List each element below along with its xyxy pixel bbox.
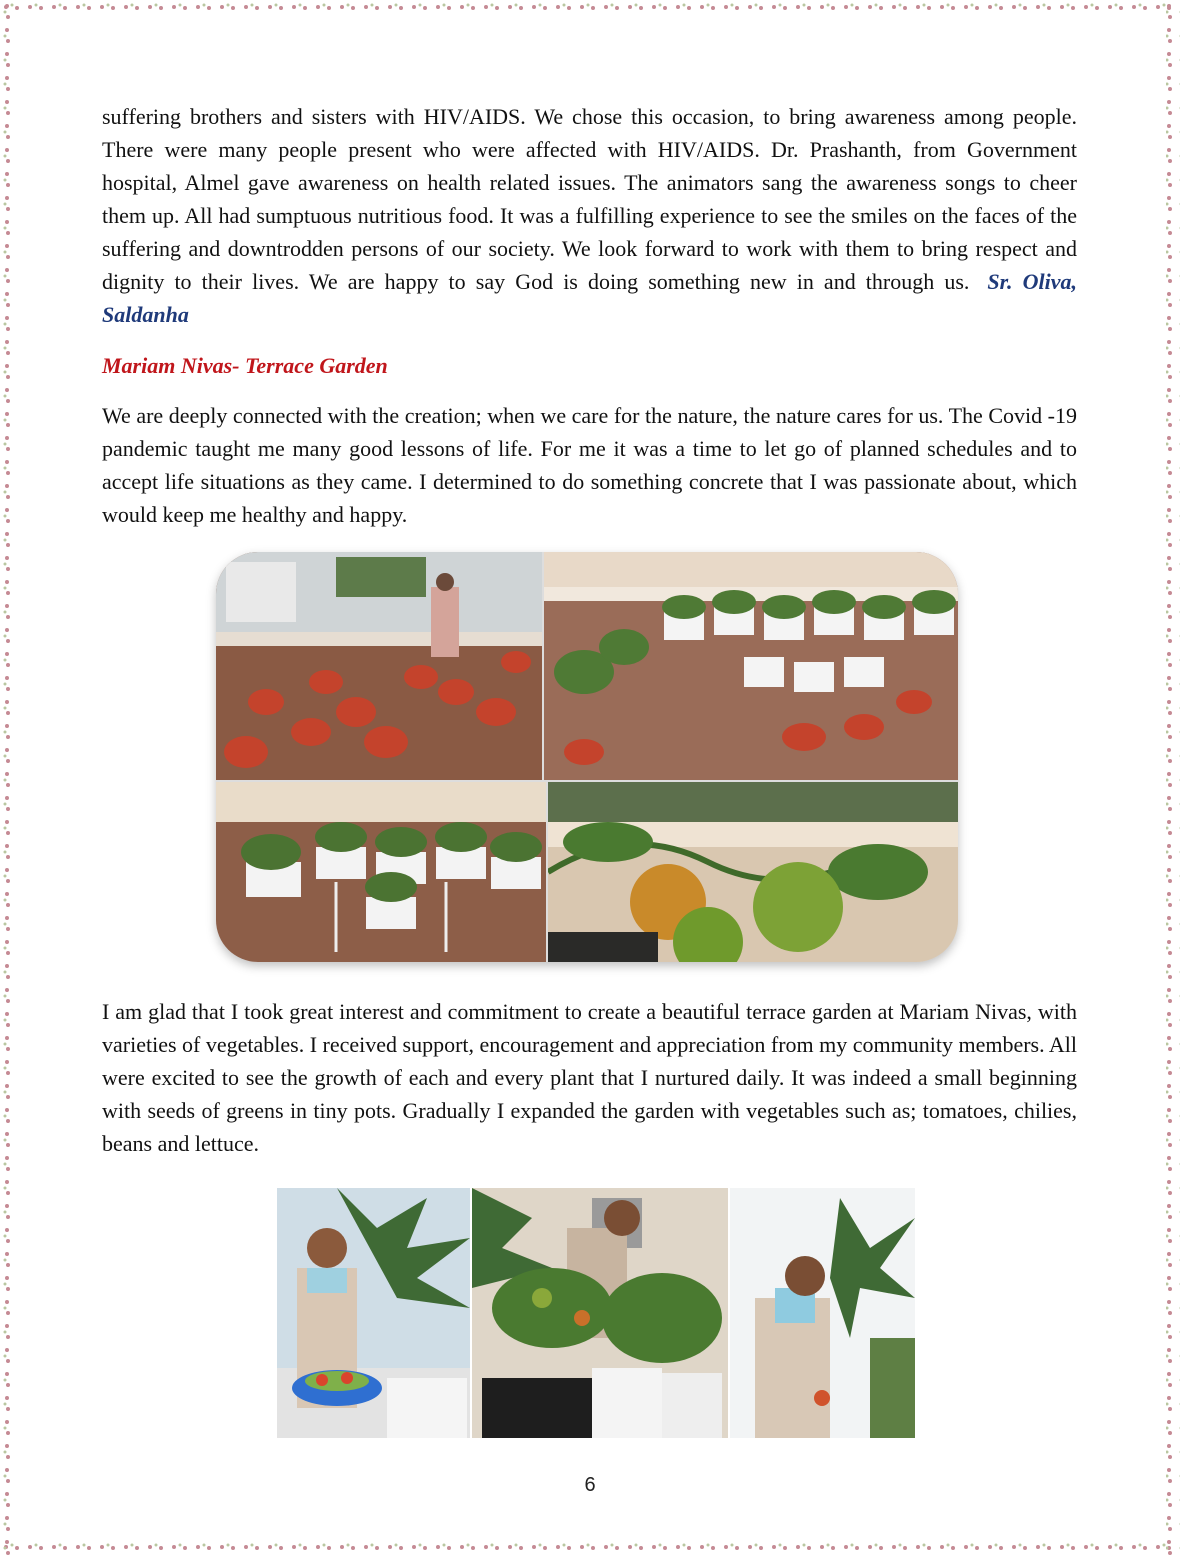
photo-rows-of-bags: [216, 782, 546, 962]
paragraph-creation: We are deeply connected with the creation; when we care for the nature, the nature cares for us. The Covid -19 pandemic taught me many good lessons of life. For me it was a time to let go of planned schedules and to accept life situations as they came. I determined to do something concrete that I was passionate about, which would keep me healthy and happy.: [102, 403, 1077, 527]
photo-woman-tending-plants: [472, 1188, 728, 1438]
paragraph-hiv-awareness: [102, 100, 1077, 331]
page-number: 6: [584, 1474, 596, 1496]
paragraph-terrace-garden: I am glad that I took great interest and commitment to create a beautiful terrace garden at Mariam Nivas, with varieties of vegetables. I received support, encouragement and appreciation from my community members. All were excited to see the growth of each and every plant that I nurtured daily. It was indeed a small beginning with seeds of greens in tiny pots. Gradually I expanded the garden with vegetables such as; tomatoes, chilies, beans and lettuce.: [102, 999, 1078, 1156]
article-body: [102, 100, 1077, 531]
photo-pots-terrace: [216, 552, 542, 780]
photo-tomatoes-closeup: [548, 782, 958, 962]
photo-woman-picking-tomato: [730, 1188, 915, 1438]
photo-woman-with-vegetable-basket: [277, 1188, 470, 1438]
section-title: Mariam Nivas- Terrace Garden: [102, 353, 388, 378]
article-continued: [102, 995, 1077, 1160]
terrace-garden-collage: [216, 552, 958, 962]
author-signature: Sr. Oliva, Saldanha: [102, 269, 1077, 327]
paragraph-1-text: suffering brothers and sisters with HIV/AIDS. We chose this occasion, to bring awareness among people. There were many people present who were affected with HIV/AIDS. Dr. Prashanth, from Government hospital, Almel gave awareness on health related issues. The animators sang the awareness songs to cheer them up. All had sumptuous nutritious food. It was a fulfilling experience to see the smiles on the faces of the suffering and downtrodden persons of our society. We look forward to work with them to bring respect and dignity to their lives. We are happy to say God is doing something new in and through us.: [102, 104, 1077, 294]
photo-grow-bags: [544, 552, 958, 780]
